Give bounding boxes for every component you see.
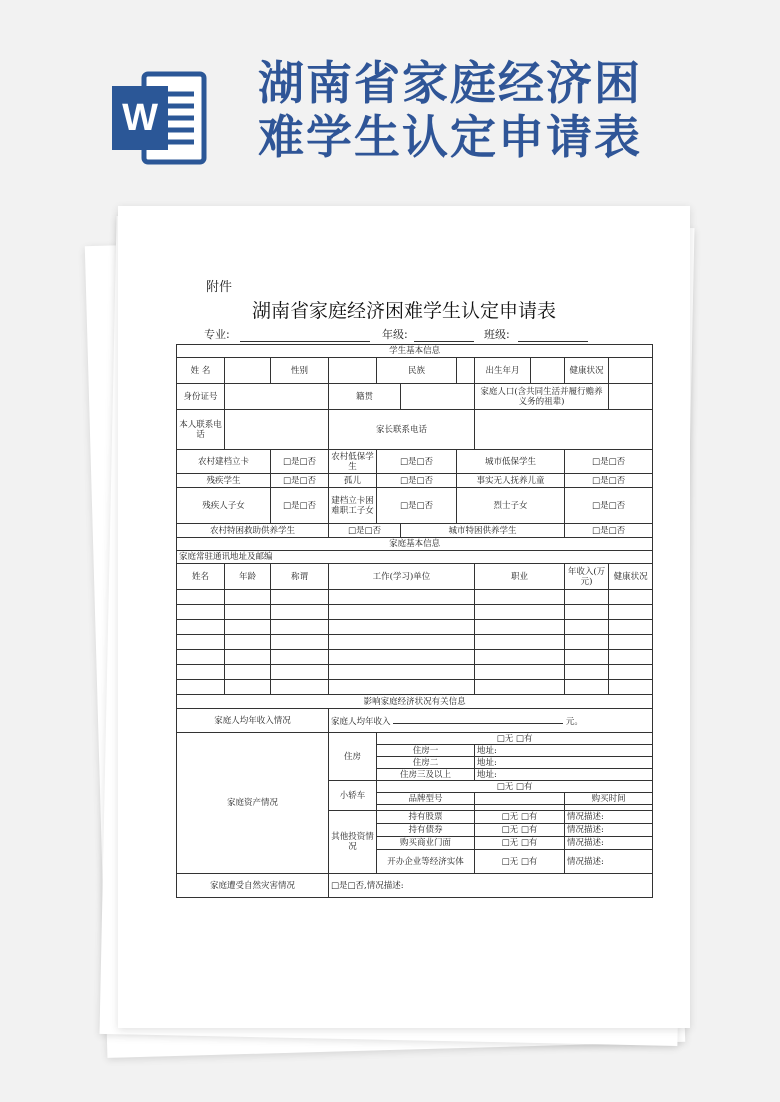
input-origin[interactable] (401, 384, 475, 410)
check-bond[interactable]: □无 □有 (475, 824, 565, 837)
label-shop: 购买商业门面 (377, 837, 475, 850)
input-household[interactable] (609, 384, 653, 410)
label-origin: 籍贯 (329, 384, 401, 410)
major-label: 专业: (204, 328, 230, 341)
desc-shop[interactable]: 情况描述: (565, 837, 653, 850)
check-stock[interactable]: □无 □有 (475, 811, 565, 824)
header-member-income: 年收入(万元) (565, 564, 609, 590)
input-gender[interactable] (329, 358, 377, 384)
grade-field[interactable] (414, 341, 474, 342)
input-id[interactable] (225, 384, 329, 410)
family-row[interactable] (177, 680, 653, 695)
label-parent-phone: 家长联系电话 (329, 410, 475, 450)
input-ethnic[interactable] (457, 358, 475, 384)
label-card-worker-child: 建档立卡困难职工子女 (329, 488, 377, 524)
label-company: 开办企业等经济实体 (377, 850, 475, 874)
check-unsupported-child[interactable]: □是□否 (565, 474, 653, 488)
banner-title-line2: 难学生认定申请表 (258, 110, 642, 164)
label-id: 身份证号 (177, 384, 225, 410)
check-urban-special[interactable]: □是□否 (565, 524, 653, 538)
label-orphan: 孤儿 (329, 474, 377, 488)
check-shop[interactable]: □无 □有 (475, 837, 565, 850)
label-unsupported-child: 事实无人抚养儿童 (457, 474, 565, 488)
input-avg-income[interactable] (329, 709, 653, 733)
label-buy-time: 购买时间 (565, 793, 653, 805)
desc-bond[interactable]: 情况描述: (565, 824, 653, 837)
family-row[interactable] (177, 665, 653, 680)
label-other-investment: 其他投资情 况 (329, 811, 377, 874)
label-bond: 持有债券 (377, 824, 475, 837)
banner-title-line1: 湖南省家庭经济困 (258, 56, 642, 110)
label-housing: 住房 (329, 733, 377, 781)
check-car[interactable]: □无 □有 (377, 781, 653, 793)
label-car: 小轿车 (329, 781, 377, 811)
label-house-2: 住房二 (377, 757, 475, 769)
house-3-address[interactable]: 地址: (475, 769, 653, 781)
label-phone: 本人联系电话 (177, 410, 225, 450)
label-stock: 持有股票 (377, 811, 475, 824)
label-rural-special: 农村特困救助供养学生 (177, 524, 329, 538)
header-member-job: 职业 (475, 564, 565, 590)
word-letter: W (122, 97, 158, 139)
label-family-address[interactable]: 家庭常驻通讯地址及邮编 (177, 551, 653, 564)
label-disaster: 家庭遭受自然灾害情况 (177, 874, 329, 898)
avg-income-text: 家庭人均年收入 (331, 716, 391, 727)
family-row[interactable] (177, 605, 653, 620)
check-rural-lowincome[interactable]: □是□否 (377, 450, 457, 474)
check-orphan[interactable]: □是□否 (377, 474, 457, 488)
check-company[interactable]: □无 □有 (475, 850, 565, 874)
form-title: 湖南省家庭经济困难学生认定申请表 (251, 300, 556, 322)
word-document-icon (110, 68, 210, 168)
label-gender: 性别 (271, 358, 329, 384)
house-2-address[interactable]: 地址: (475, 757, 653, 769)
label-house-3: 住房三及以上 (377, 769, 475, 781)
family-row[interactable] (177, 635, 653, 650)
class-label: 班级: (484, 328, 510, 341)
check-disabled[interactable]: □是□否 (271, 474, 329, 488)
grade-label: 年级: (382, 328, 408, 341)
label-name: 姓 名 (177, 358, 225, 384)
label-birth: 出生年月 (475, 358, 531, 384)
check-martyr-child[interactable]: □是□否 (565, 488, 653, 524)
label-urban-special: 城市特困供养学生 (401, 524, 565, 538)
header-member-work: 工作(学习)单位 (329, 564, 475, 590)
label-disabled: 残疾学生 (177, 474, 271, 488)
input-phone[interactable] (225, 410, 329, 450)
class-field[interactable] (518, 341, 588, 342)
label-avg-income: 家庭人均年收入情况 (177, 709, 329, 733)
input-name[interactable] (225, 358, 271, 384)
family-row[interactable] (177, 590, 653, 605)
input-car-brand[interactable] (475, 793, 565, 805)
label-health: 健康状况 (565, 358, 609, 384)
label-household: 家庭人口(含共同生活并履行赡养义务的祖辈) (475, 384, 609, 410)
banner-title (258, 56, 768, 164)
desc-stock[interactable]: 情况描述: (565, 811, 653, 824)
label-car-brand: 品牌型号 (377, 793, 475, 805)
avg-income-unit: 元。 (565, 716, 583, 727)
application-form-table (176, 344, 653, 898)
family-row[interactable] (177, 620, 653, 635)
section-economic: 影响家庭经济状况有关信息 (177, 695, 653, 709)
header-member-health: 健康状况 (609, 564, 653, 590)
label-rural-lowincome: 农村低保学生 (329, 450, 377, 474)
input-parent-phone[interactable] (475, 410, 653, 450)
avg-income-blank[interactable] (393, 715, 563, 724)
input-disaster[interactable]: □是□否,情况描述: (329, 874, 653, 898)
check-rural-card[interactable]: □是□否 (271, 450, 329, 474)
label-martyr-child: 烈士子女 (457, 488, 565, 524)
check-urban-lowincome[interactable]: □是□否 (565, 450, 653, 474)
label-rural-card: 农村建档立卡 (177, 450, 271, 474)
desc-company[interactable]: 情况描述: (565, 850, 653, 874)
label-assets: 家庭资产情况 (177, 733, 329, 874)
check-housing[interactable]: □无 □有 (377, 733, 653, 745)
check-disabled-parent[interactable]: □是□否 (271, 488, 329, 524)
label-urban-lowincome: 城市低保学生 (457, 450, 565, 474)
attachment-label: 附件 (206, 280, 233, 295)
label-ethnic: 民族 (377, 358, 457, 384)
section-family: 家庭基本信息 (177, 538, 653, 551)
header-member-name: 姓名 (177, 564, 225, 590)
header-member-age: 年龄 (225, 564, 271, 590)
input-birth[interactable] (531, 358, 565, 384)
label-house-1: 住房一 (377, 745, 475, 757)
section-student: 学生基本信息 (177, 345, 653, 358)
family-row[interactable] (177, 650, 653, 665)
check-rural-special[interactable]: □是□否 (329, 524, 401, 538)
check-card-worker-child[interactable]: □是□否 (377, 488, 457, 524)
major-field[interactable] (240, 341, 370, 342)
input-health[interactable] (609, 358, 653, 384)
label-disabled-parent: 残疾人子女 (177, 488, 271, 524)
house-1-address[interactable]: 地址: (475, 745, 653, 757)
header-member-relation: 称谓 (271, 564, 329, 590)
